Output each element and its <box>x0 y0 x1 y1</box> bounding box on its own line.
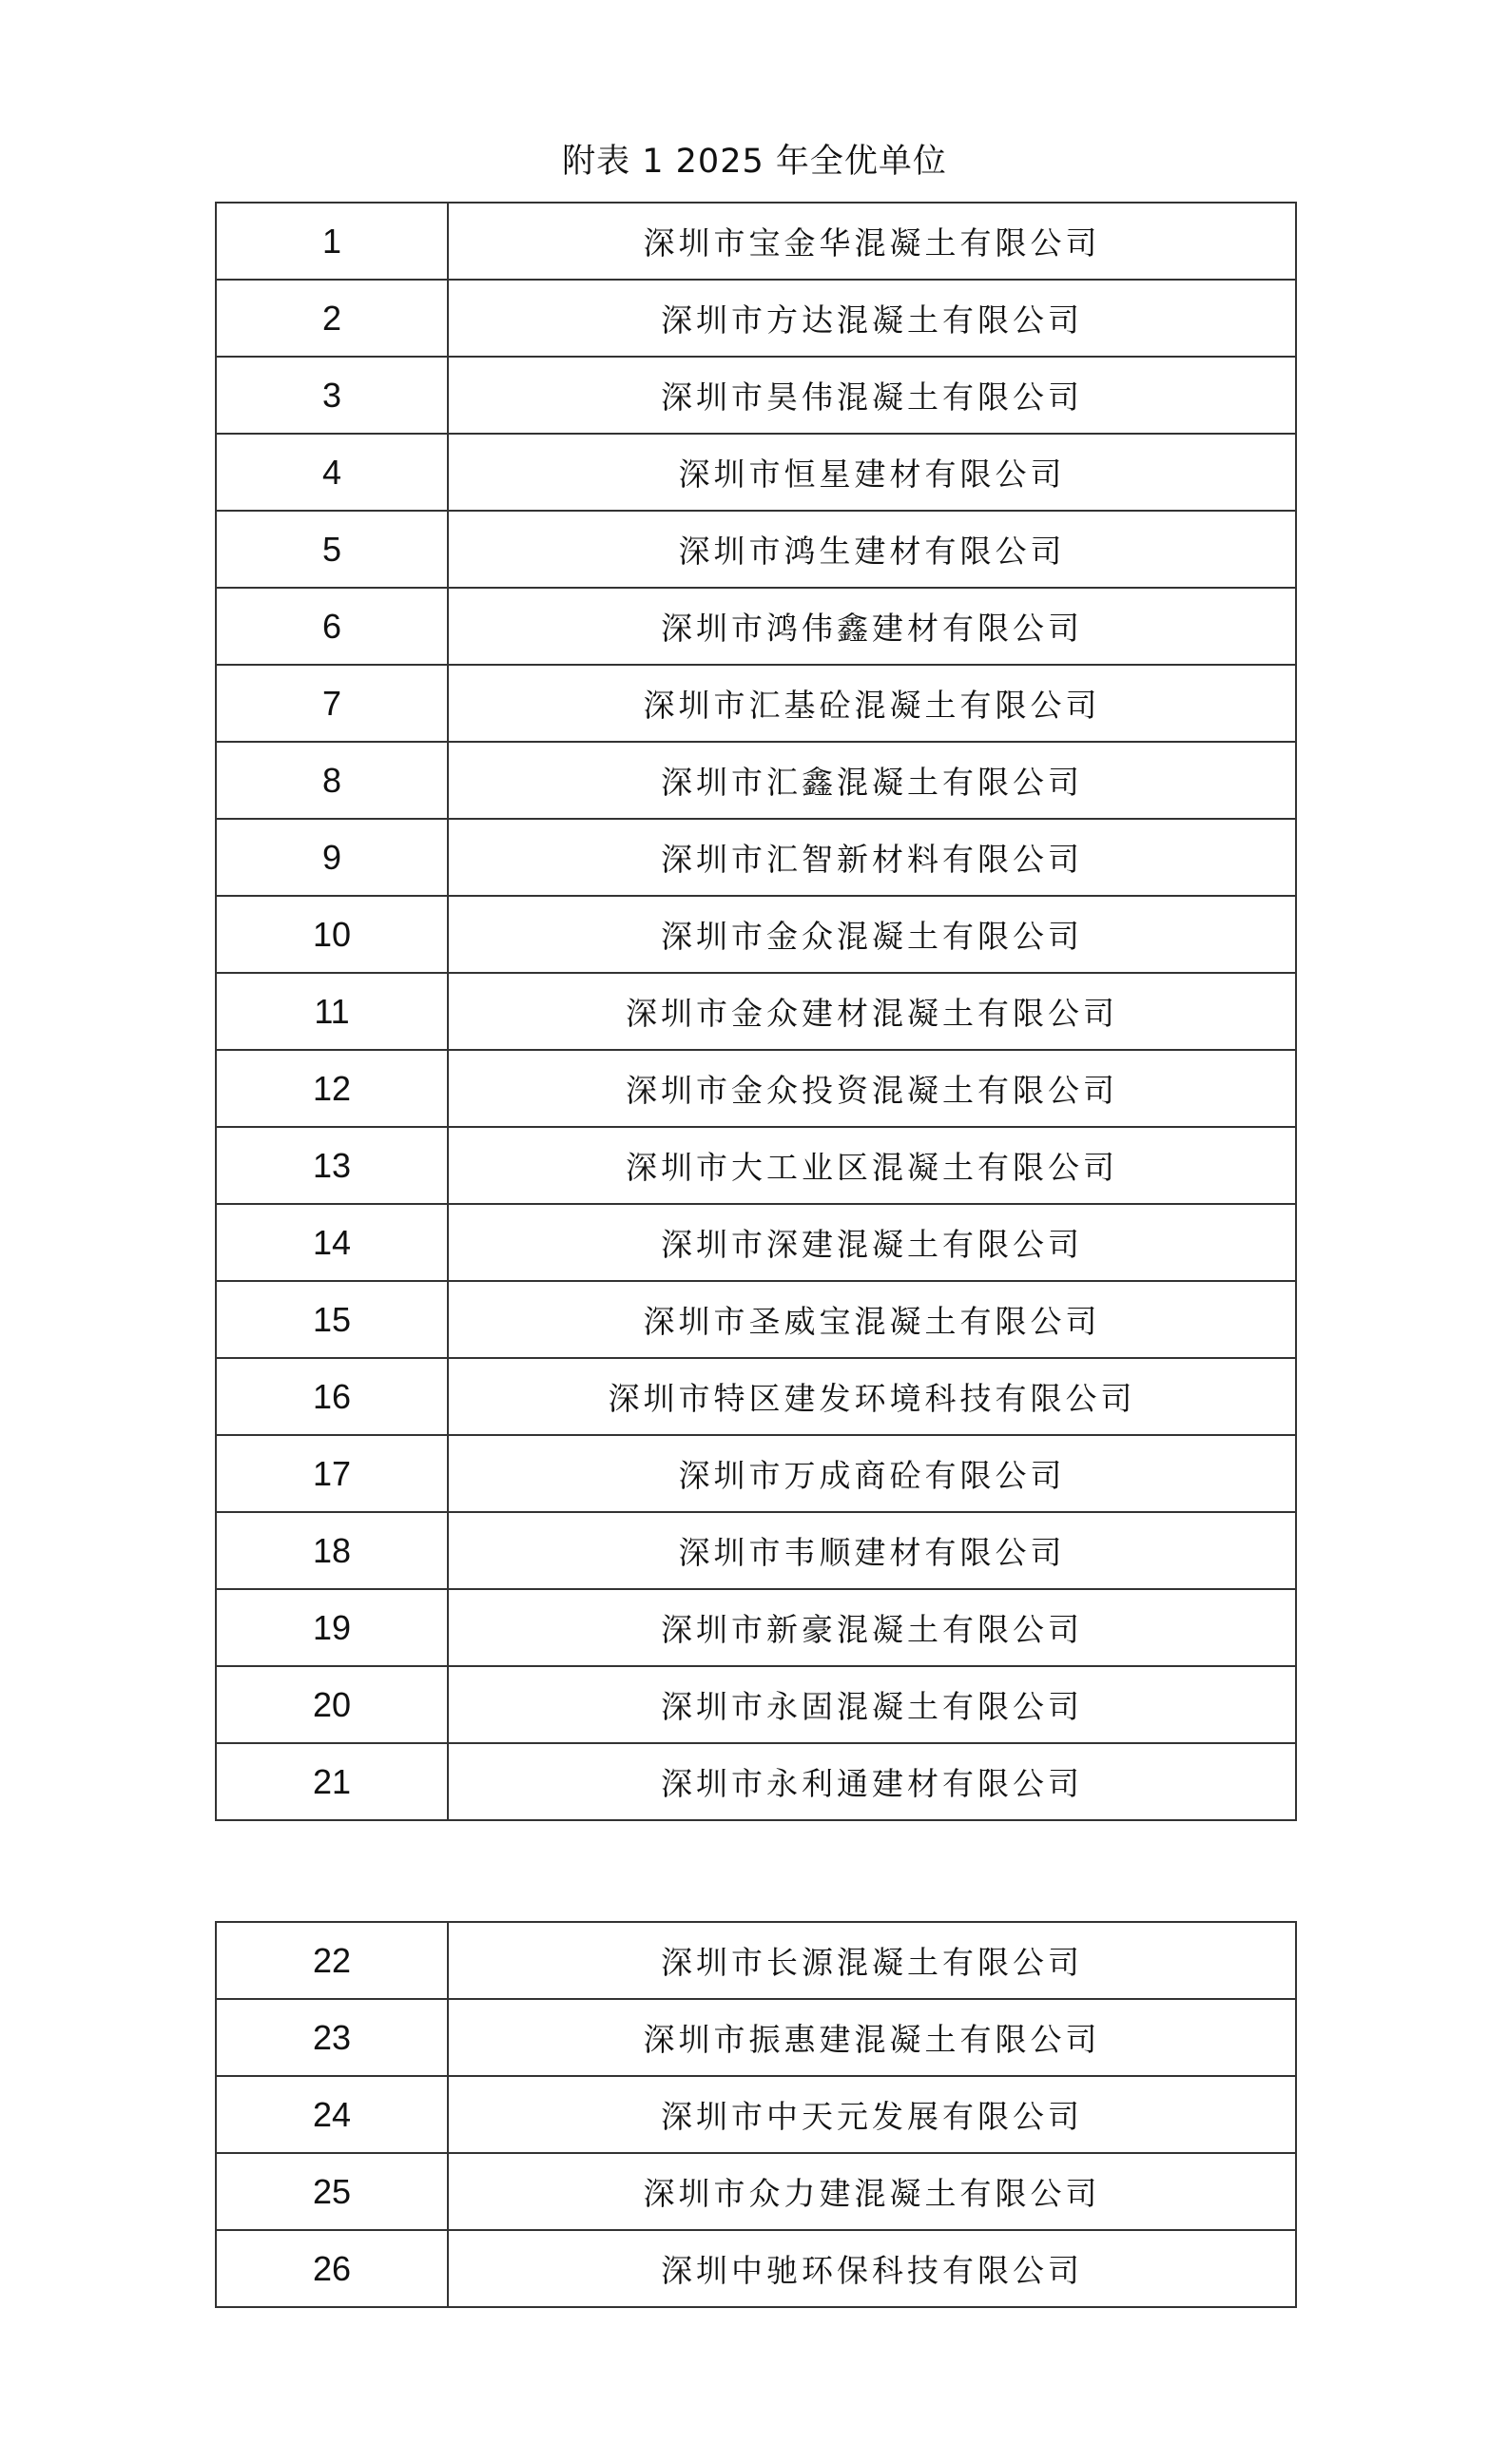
table-row <box>216 1204 1296 1281</box>
company-name: 深圳市深建混凝土有限公司 <box>448 1204 1296 1281</box>
table-row <box>216 1358 1296 1435</box>
row-number: 25 <box>216 2153 448 2230</box>
company-name: 深圳市恒星建材有限公司 <box>448 434 1296 511</box>
row-number: 10 <box>216 896 448 973</box>
row-number: 9 <box>216 819 448 896</box>
company-name: 深圳市金众投资混凝土有限公司 <box>448 1050 1296 1127</box>
table-row <box>216 1589 1296 1666</box>
table-row <box>216 588 1296 665</box>
row-number: 7 <box>216 665 448 742</box>
company-name: 深圳市万成商砼有限公司 <box>448 1435 1296 1512</box>
row-number: 19 <box>216 1589 448 1666</box>
company-name: 深圳市昊伟混凝土有限公司 <box>448 357 1296 434</box>
table-row <box>216 2076 1296 2153</box>
company-name: 深圳市新豪混凝土有限公司 <box>448 1589 1296 1666</box>
table-row <box>216 280 1296 357</box>
company-name: 深圳市振惠建混凝土有限公司 <box>448 1999 1296 2076</box>
table-row <box>216 1999 1296 2076</box>
company-name: 深圳市汇智新材料有限公司 <box>448 819 1296 896</box>
table-row <box>216 434 1296 511</box>
page-title: 附表 1 2025 年全优单位 <box>562 143 947 181</box>
row-number: 3 <box>216 357 448 434</box>
table-row <box>216 973 1296 1050</box>
row-number: 18 <box>216 1512 448 1589</box>
row-number: 24 <box>216 2076 448 2153</box>
table-row <box>216 2153 1296 2230</box>
company-name: 深圳市韦顺建材有限公司 <box>448 1512 1296 1589</box>
table-row <box>216 896 1296 973</box>
row-number: 17 <box>216 1435 448 1512</box>
row-number: 1 <box>216 203 448 280</box>
row-number: 23 <box>216 1999 448 2076</box>
row-number: 13 <box>216 1127 448 1204</box>
company-name: 深圳市方达混凝土有限公司 <box>448 280 1296 357</box>
table-row <box>216 1127 1296 1204</box>
table-row <box>216 819 1296 896</box>
units-table-part-1 <box>215 202 1297 1821</box>
row-number: 8 <box>216 742 448 819</box>
row-number: 2 <box>216 280 448 357</box>
row-number: 21 <box>216 1743 448 1820</box>
table-row <box>216 2230 1296 2307</box>
company-name: 深圳市中天元发展有限公司 <box>448 2076 1296 2153</box>
units-table-body <box>216 203 1296 1820</box>
company-name: 深圳市金众混凝土有限公司 <box>448 896 1296 973</box>
table-row <box>216 511 1296 588</box>
table-row <box>216 1435 1296 1512</box>
row-number: 6 <box>216 588 448 665</box>
company-name: 深圳市宝金华混凝土有限公司 <box>448 203 1296 280</box>
row-number: 16 <box>216 1358 448 1435</box>
row-number: 26 <box>216 2230 448 2307</box>
company-name: 深圳中驰环保科技有限公司 <box>448 2230 1296 2307</box>
table-row <box>216 665 1296 742</box>
row-number: 5 <box>216 511 448 588</box>
company-name: 深圳市圣威宝混凝土有限公司 <box>448 1281 1296 1358</box>
row-number: 14 <box>216 1204 448 1281</box>
table-row <box>216 1281 1296 1358</box>
table-row <box>216 742 1296 819</box>
units-table-body <box>216 1922 1296 2307</box>
table-row <box>216 1922 1296 1999</box>
table-row <box>216 357 1296 434</box>
table-row <box>216 1666 1296 1743</box>
company-name: 深圳市长源混凝土有限公司 <box>448 1922 1296 1999</box>
units-table-part-2 <box>215 1921 1297 2308</box>
company-name: 深圳市大工业区混凝土有限公司 <box>448 1127 1296 1204</box>
table-row <box>216 1050 1296 1127</box>
company-name: 深圳市永利通建材有限公司 <box>448 1743 1296 1820</box>
row-number: 20 <box>216 1666 448 1743</box>
row-number: 12 <box>216 1050 448 1127</box>
row-number: 15 <box>216 1281 448 1358</box>
table-row <box>216 203 1296 280</box>
row-number: 4 <box>216 434 448 511</box>
company-name: 深圳市汇鑫混凝土有限公司 <box>448 742 1296 819</box>
row-number: 11 <box>216 973 448 1050</box>
table-row <box>216 1743 1296 1820</box>
company-name: 深圳市汇基砼混凝土有限公司 <box>448 665 1296 742</box>
company-name: 深圳市特区建发环境科技有限公司 <box>448 1358 1296 1435</box>
row-number: 22 <box>216 1922 448 1999</box>
company-name: 深圳市众力建混凝土有限公司 <box>448 2153 1296 2230</box>
company-name: 深圳市鸿伟鑫建材有限公司 <box>448 588 1296 665</box>
table-row <box>216 1512 1296 1589</box>
company-name: 深圳市永固混凝土有限公司 <box>448 1666 1296 1743</box>
company-name: 深圳市鸿生建材有限公司 <box>448 511 1296 588</box>
company-name: 深圳市金众建材混凝土有限公司 <box>448 973 1296 1050</box>
